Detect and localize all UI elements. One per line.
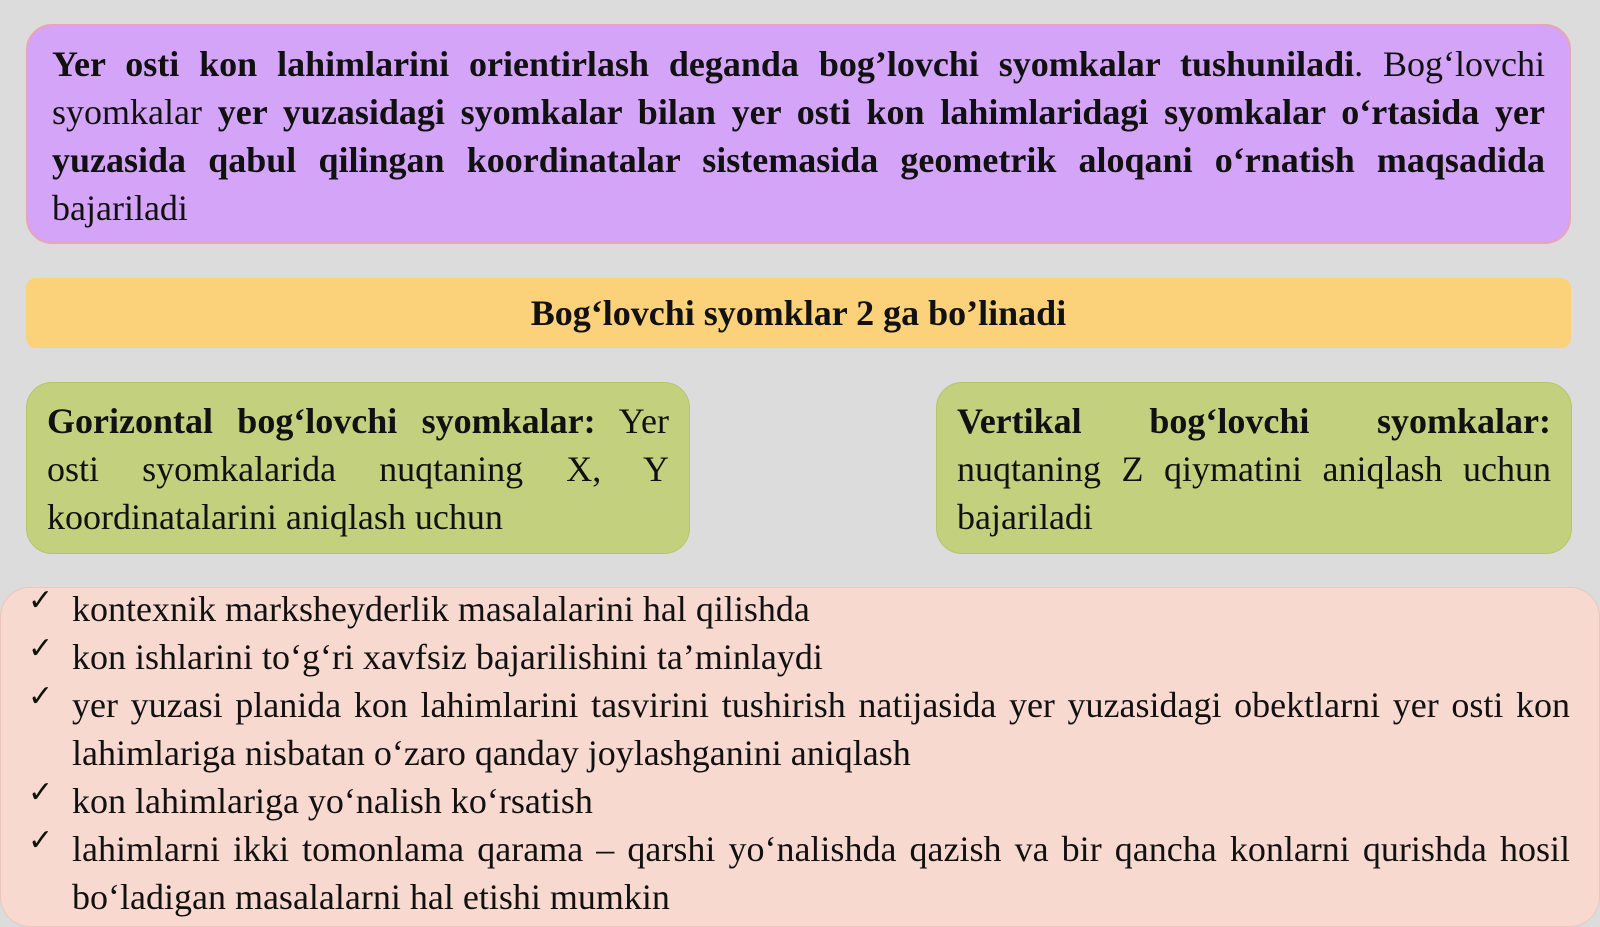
horizontal-survey-body: Yer osti syomkalarida nuqtaning X, Y koordinatalarini aniqlash uchun [47, 401, 669, 537]
checkmark-icon: ✓ [28, 823, 54, 858]
definition-box [26, 24, 1571, 244]
vertical-survey-body: nuqtaning Z qiymatini aniqlash uchun bajariladi [957, 449, 1551, 537]
vertical-survey-title: Vertikal bog‘lovchi syomkalar: [957, 401, 1551, 441]
definition-regular-1: . Bog‘lovchi syomkalar [52, 44, 1545, 132]
list-item-text: kon lahimlariga yo‘nalish ko‘rsatish [72, 781, 593, 821]
checkmark-icon: ✓ [28, 631, 54, 666]
checkmark-icon: ✓ [28, 775, 54, 810]
classification-banner [26, 278, 1571, 348]
vertical-survey-card [936, 382, 1572, 554]
definition-bold-2: yer yuzasidagi syomkalar bilan yer osti kon lahimlaridagi syomkalar o‘rtasida yer yuzasida qabul qilingan koordinatalar sistemasida geometrik aloqani o‘rnatish maqsadida [52, 92, 1545, 180]
list-item [0, 585, 1600, 633]
definition-regular-2: bajariladi [52, 188, 188, 228]
classification-banner-text: Bog‘lovchi syomklar 2 ga bo’linadi [530, 293, 1067, 333]
list-item-text: yer yuzasi planida kon lahimlarini tasvirini tushirish natijasida yer yuzasidagi obektlarni yer osti kon lahimlariga nisbatan o‘zaro qanday joylashganini aniqlash [72, 685, 1570, 773]
list-item [0, 777, 1600, 825]
horizontal-survey-title: Gorizontal bog‘lovchi syomkalar: [47, 401, 596, 441]
list-item [0, 825, 1600, 921]
purpose-checklist [0, 585, 1600, 921]
horizontal-survey-card [26, 382, 690, 554]
checkmark-icon: ✓ [28, 679, 54, 714]
list-item [0, 633, 1600, 681]
list-item-text: kontexnik marksheyderlik masalalarini hal qilishda [72, 589, 810, 629]
list-item-text: lahimlarni ikki tomonlama qarama – qarshi yo‘nalishda qazish va bir qancha konlarni qurishda hosil bo‘ladigan masalalarni hal etishi mumkin [72, 829, 1570, 917]
list-item-text: kon ishlarini to‘g‘ri xavfsiz bajarilishini ta’minlaydi [72, 637, 823, 677]
definition-bold-1: Yer osti kon lahimlarini orientirlash deganda bog’lovchi syomkalar tushuniladi [52, 44, 1355, 84]
checkmark-icon: ✓ [28, 583, 54, 618]
list-item [0, 681, 1600, 777]
